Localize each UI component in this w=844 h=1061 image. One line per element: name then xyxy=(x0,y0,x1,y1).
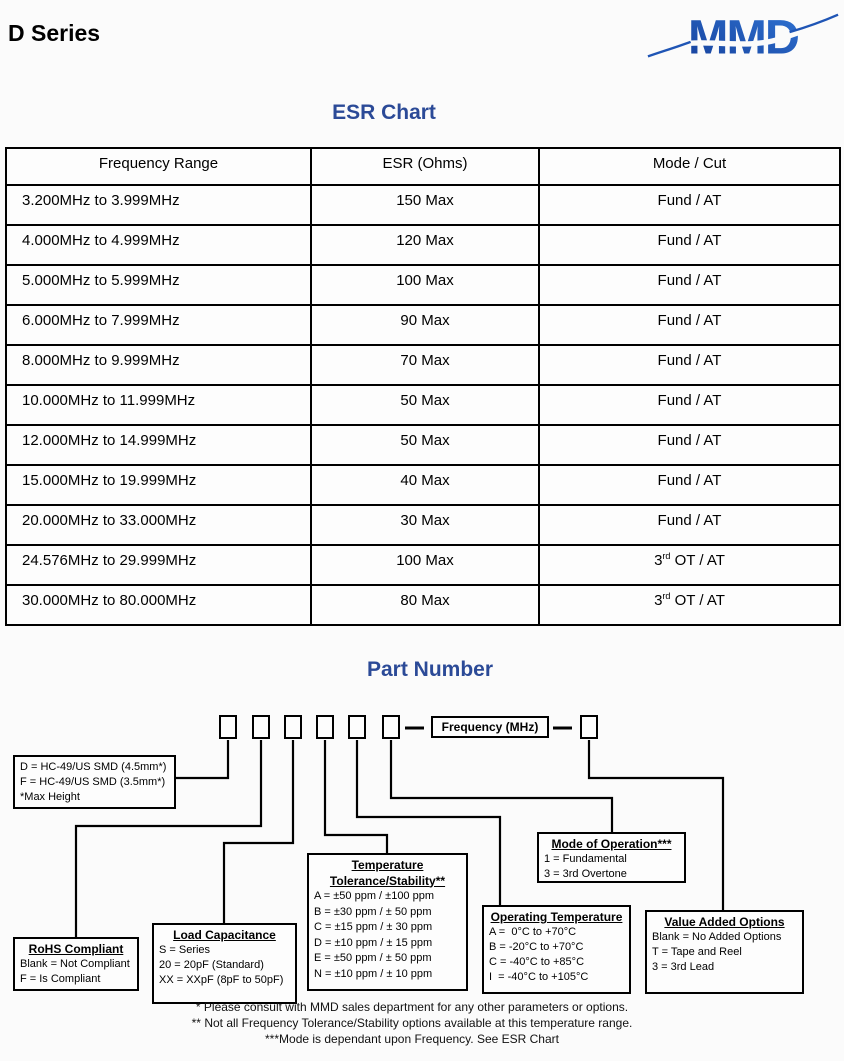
frequency-range-cell: 30.000MHz to 80.000MHz xyxy=(6,585,311,625)
pn-box-mode-of-operation xyxy=(382,715,400,739)
footnote: * Please consult with MMD sales department for any other parameters or options. xyxy=(195,1000,629,1014)
callout-item: XX = XXpF (8pF to 50pF) xyxy=(159,974,284,986)
esr-table xyxy=(5,147,841,626)
mode-cut-cell: Fund / AT xyxy=(539,505,840,545)
mmd-logo xyxy=(646,8,840,66)
mode-cut-cell: 3rd OT / AT xyxy=(539,585,840,625)
package-line: *Max Height xyxy=(20,791,80,803)
frequency-box: Frequency (MHz) xyxy=(431,716,549,738)
frequency-range-cell: 15.000MHz to 19.999MHz xyxy=(6,465,311,505)
callout-item: A = 0°C to +70°C xyxy=(489,926,577,938)
table-row xyxy=(6,305,840,345)
table-row xyxy=(6,345,840,385)
callout-item: B = ±30 ppm / ± 50 ppm xyxy=(314,905,432,918)
callout-title: Temperature xyxy=(351,858,424,872)
callout-value-added-options xyxy=(645,910,804,994)
pn-box-temperature-tolerance xyxy=(316,715,334,739)
callout-package xyxy=(13,755,176,809)
frequency-range-cell: 20.000MHz to 33.000MHz xyxy=(6,505,311,545)
table-row xyxy=(6,185,840,225)
frequency-range-cell: 4.000MHz to 4.999MHz xyxy=(6,225,311,265)
col-header-esr-ohms: ESR (Ohms) xyxy=(311,148,539,185)
callout-title: RoHS Compliant xyxy=(28,942,124,956)
callout-temperature-tolerance xyxy=(307,853,468,991)
frequency-range-cell: 24.576MHz to 29.999MHz xyxy=(6,545,311,585)
mode-cut-cell: Fund / AT xyxy=(539,385,840,425)
callout-title: Tolerance/Stability** xyxy=(329,873,446,888)
callout-item: I = -40°C to +105°C xyxy=(489,971,589,983)
table-row xyxy=(6,225,840,265)
mode-cut-cell: Fund / AT xyxy=(539,345,840,385)
callout-rohs-compliant xyxy=(13,937,139,991)
callout-item: Blank = Not Compliant xyxy=(20,958,130,970)
callout-item: 20 = 20pF (Standard) xyxy=(159,959,264,971)
wire-value-added-options xyxy=(589,740,723,911)
pn-box-rohs xyxy=(252,715,270,739)
callout-item: C = -40°C to +85°C xyxy=(489,956,585,968)
table-row xyxy=(6,425,840,465)
callout-mode-of-operation xyxy=(537,832,686,883)
table-row xyxy=(6,545,840,585)
esr-cell: 100 Max xyxy=(311,545,539,585)
wire-load-capacitance xyxy=(224,740,293,924)
pn-box-load-capacitance xyxy=(284,715,302,739)
callout-title: Load Capacitance xyxy=(173,928,276,942)
package-line: F = HC-49/US SMD (3.5mm*) xyxy=(20,776,166,788)
mode-cut-cell: Fund / AT xyxy=(539,265,840,305)
table-row xyxy=(6,465,840,505)
esr-cell: 40 Max xyxy=(311,465,539,505)
callout-operating-temperature xyxy=(482,905,631,994)
callout-item: 1 = Fundamental xyxy=(544,853,627,865)
table-row xyxy=(6,265,840,305)
col-header-frequency-range: Frequency Range xyxy=(6,148,311,185)
footnotes xyxy=(0,999,824,1047)
esr-cell: 30 Max xyxy=(311,505,539,545)
mode-cut-cell: Fund / AT xyxy=(539,225,840,265)
esr-cell: 50 Max xyxy=(311,385,539,425)
esr-cell: 80 Max xyxy=(311,585,539,625)
wire-package xyxy=(176,740,228,778)
table-row xyxy=(6,585,840,625)
callout-item: D = ±10 ppm / ± 15 ppm xyxy=(314,936,433,949)
callout-title: Mode of Operation*** xyxy=(551,837,672,851)
part-number-heading: Part Number xyxy=(366,658,494,681)
frequency-range-cell: 5.000MHz to 5.999MHz xyxy=(6,265,311,305)
frequency-range-cell: 12.000MHz to 14.999MHz xyxy=(6,425,311,465)
footnote: ***Mode is dependant upon Frequency. See ESR Chart xyxy=(265,1032,559,1046)
callout-load-capacitance xyxy=(152,923,297,1004)
callout-item: T = Tape and Reel xyxy=(652,946,742,958)
esr-cell: 150 Max xyxy=(311,185,539,225)
callout-title: Operating Temperature xyxy=(490,910,623,924)
frequency-range-cell: 8.000MHz to 9.999MHz xyxy=(6,345,311,385)
frequency-range-cell: 3.200MHz to 3.999MHz xyxy=(6,185,311,225)
mode-cut-cell: Fund / AT xyxy=(539,425,840,465)
pn-box-value-added-options xyxy=(580,715,598,739)
table-row xyxy=(6,385,840,425)
mode-cut-cell: Fund / AT xyxy=(539,305,840,345)
esr-cell: 50 Max xyxy=(311,425,539,465)
wire-mode-of-operation xyxy=(391,740,612,833)
callout-item: E = ±50 ppm / ± 50 ppm xyxy=(314,952,432,964)
footnote: ** Not all Frequency Tolerance/Stability options available at this temperature range. xyxy=(191,1016,633,1030)
mode-cut-cell: 3rd OT / AT xyxy=(539,545,840,585)
callout-item: F = Is Compliant xyxy=(20,973,101,985)
callout-item: C = ±15 ppm / ± 30 ppm xyxy=(314,921,433,933)
callout-item: 3 = 3rd Overtone xyxy=(544,868,627,880)
wire-temperature-tolerance xyxy=(325,740,387,854)
esr-table-header-row xyxy=(6,148,840,185)
mode-cut-cell: Fund / AT xyxy=(539,465,840,505)
esr-chart-heading: ESR Chart xyxy=(332,101,436,124)
callout-item: Blank = No Added Options xyxy=(652,931,782,943)
esr-cell: 100 Max xyxy=(311,265,539,305)
frequency-range-cell: 10.000MHz to 11.999MHz xyxy=(6,385,311,425)
logo-text: MMD xyxy=(687,10,799,65)
esr-cell: 90 Max xyxy=(311,305,539,345)
callout-item: A = ±50 ppm / ±100 ppm xyxy=(314,890,435,902)
mode-cut-cell: Fund / AT xyxy=(539,185,840,225)
table-row xyxy=(6,505,840,545)
callout-item: B = -20°C to +70°C xyxy=(489,941,584,953)
col-header-mode-cut: Mode / Cut xyxy=(539,148,840,185)
callout-item: S = Series xyxy=(159,944,211,956)
frequency-range-cell: 6.000MHz to 7.999MHz xyxy=(6,305,311,345)
esr-cell: 120 Max xyxy=(311,225,539,265)
pn-box-package xyxy=(219,715,237,739)
package-line: D = HC-49/US SMD (4.5mm*) xyxy=(20,761,167,773)
esr-cell: 70 Max xyxy=(311,345,539,385)
callout-title: Value Added Options xyxy=(664,915,785,929)
callout-item: N = ±10 ppm / ± 10 ppm xyxy=(314,967,433,980)
callout-item: 3 = 3rd Lead xyxy=(652,961,715,973)
page-title: D Series xyxy=(8,20,101,46)
pn-box-operating-temperature xyxy=(348,715,366,739)
